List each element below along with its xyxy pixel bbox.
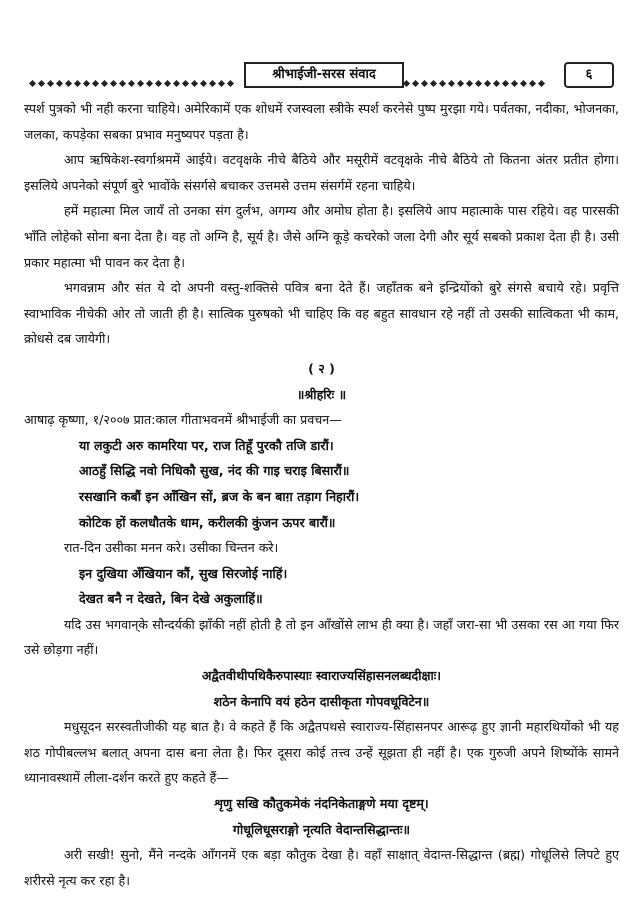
paragraph-3: हमें महात्मा मिल जायँ तो उनका संग दुर्लभ, अगम्य और अमोघ होता है। इसलिये आप महात्माके पास रहिये। वह पारसकी भाँति लोहेको सोना बना देता है। वह तो अग्नि है, सूर्य है। जैसे अग्नि कूड़े कचरेको जला देगी और सूर्य सबको प्रकाश देता ही है। उसी प्रकार महात्मा भी पावन कर देता है।: [24, 203, 619, 270]
closing-paragraph: अरी सखी! सुनो, मैंने नन्दके आँगनमें एक बड़ा कौतुक देखा है। वहाँ साक्षात् वेदान्त-सिद्धान्त (ब्रह्म) गोधूलिसे लिपटे हुए शरीरसे नृत्य कर रहा है।: [24, 847, 619, 888]
page-header: [30, 62, 614, 88]
intro-line: आषाढ़ कृष्णा, १/२००७ प्रात:काल गीताभवनमें श्रीभाईजी का प्रवचन—: [24, 412, 342, 428]
header-ornament-left: [30, 71, 240, 77]
paragraph-1: स्पर्श पुत्रको भी नही करना चाहिये। अमेरिकामें एक शोधमें रजस्वला स्त्रीके स्पर्श करनेसे पुष्प मुरझा गये। पर्वतका, नदीका, भोजनका, जलका, कपड़ेका सबका प्रभाव मनुष्यपर पड़ता है।: [24, 101, 619, 142]
after-verse-2: यदि उस भगवान्‌के सौन्दर्यकी झाँकी नहीं होती है तो इन आँखोंसे लाभ ही क्या है। जहाँ जरा-सा भी उसका रस आ गया फिर उसे छोड़गा नहीं।: [24, 616, 619, 658]
verse-4-line-2: गोधूलिधूसराङ्गो नृत्यति वेदान्तसिद्धान्तः॥: [232, 821, 411, 837]
header-title: श्रीभाईजी-सरस संवाद: [244, 62, 404, 88]
verse-1-line-1: या लकुटी अरु कामरिया पर, राज तिहूँ पुरकौ तजि डारौं।: [79, 437, 334, 453]
verse-2-line-1: इन दुखिया अँखियान कौं, सुख सिरजोई नाहिं।: [79, 565, 288, 581]
verse-1-line-2: आठहुँ सिद्धि नवो निधिकौ सुख, नंद की गाइ चराइ बिसारौं॥: [79, 463, 350, 479]
paragraph-4: भगवन्नाम और संत ये दो अपनी वस्तु-शक्तिसे पवित्र बना देते हैं। जहाँतक बने इन्द्रियोंको बुरे संगसे बचाये रहे। प्रवृत्ति स्वाभाविक नीचेकी ओर तो जाती ही है। सात्विक पुरुषको भी चाहिए कि वह बहुत सावधान रहे नहीं तो उसकी सात्विकता भी काम, क्रोधसे दब जायेगी।: [24, 280, 619, 347]
verse-3-line-2: शठेन केनापि वयं हठेन दासीकृता गोपवधूविटेन॥: [213, 693, 430, 709]
verse-3-line-1: अद्वैतवीथीपथिकैरुपास्याः स्वाराज्यसिंहासनलब्धदीक्षाः।: [201, 668, 442, 684]
verse-4-line-1: शृणु सखि कौतुकमेकं नंदनिकेताङ्गणे मया दृष्टम्।: [214, 796, 429, 812]
after-verse-3: मधुसूदन सरस्वतीजीकी यह बात है। वे कहते हैं कि अद्वैतपथसे स्वाराज्य-सिंहासनपर आरूढ़ हुए ज्ञानी महारथियोंको भी यह शठ गोपीबल्लभ बलात् अपना दास बना लेता है। फिर दूसरा कोई तत्त्व उन्हें सूझता ही नहीं है। एक गुरुजी अपने शिष्योंके सामने ध्यानावस्थामें लीला-दर्शन करते हुए कहते हैं—: [24, 719, 619, 786]
after-verse-1: रात-दिन उसीका मनन करे। उसीका चिन्तन करे।: [64, 540, 279, 556]
verse-2-line-2: देखत बनै न देखते, बिन देखे अकुलाहिं॥: [79, 591, 263, 607]
verse-1-line-4: कोटिक हों कलधौतके धाम, करीलकी कुंजन ऊपर बारौं॥: [79, 514, 336, 530]
page-number: ६: [564, 62, 614, 88]
header-ornament-right: [404, 71, 556, 77]
section-number: ( २ ): [308, 360, 335, 376]
verse-1-line-3: रसखानि कबौं इन आँखिन सों, ब्रज के बन बाग़ तड़ाग निहारौं।: [79, 488, 360, 504]
invocation: ॥श्रीहरिः ॥: [296, 386, 347, 402]
paragraph-2: आप ऋषिकेश-स्वर्गाश्रममें आईये। वटवृक्षके नीचे बैठिये और मसूरीमें वटवृक्षके नीचे बैठिये तो कितना अंतर प्रतीत होगा। इसलिये अपनेको संपूर्ण बुरे भावोंके संसर्गसे बचाकर उत्तमसे उत्तम संसर्गमें रहना चाहिये।: [24, 152, 619, 193]
page-body: [24, 96, 619, 893]
